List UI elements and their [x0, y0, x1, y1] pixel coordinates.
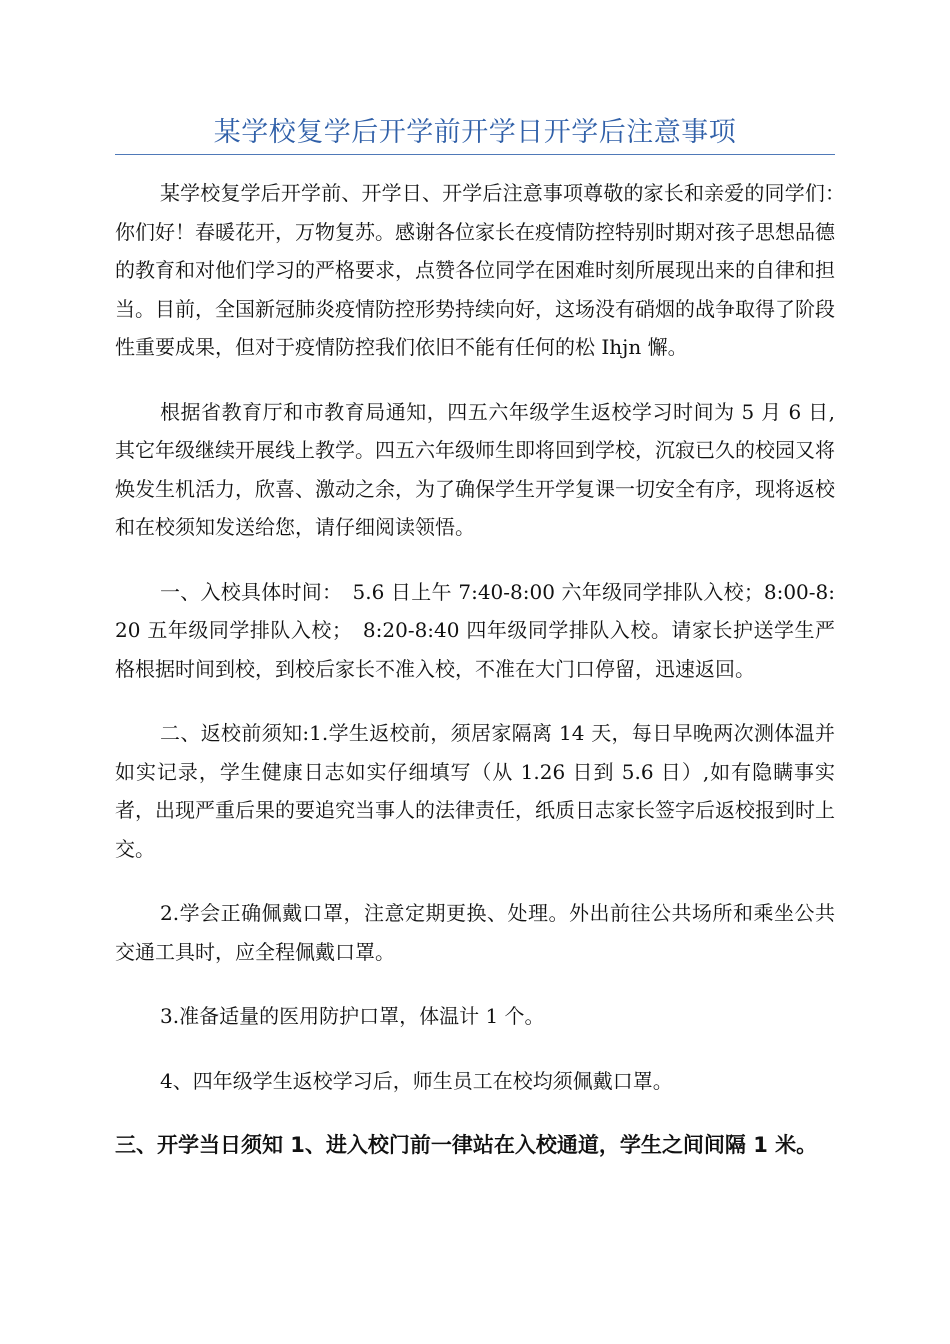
- paragraph-entry-time: 一、入校具体时间： 5.6 日上午 7:40-8:00 六年级同学排队入校；8:00-8:20 五年级同学排队入校； 8:20-8:40 四年级同学排队入校。请家长护送学生严格根据时间到校，到校后家长不准入校，不准在大门口停留，迅速返回。: [115, 579, 835, 681]
- paragraph-mask-usage: 2.学会正确佩戴口罩，注意定期更换、处理。外出前往公共场所和乘坐公共交通工具时，应全程佩戴口罩。: [115, 901, 835, 964]
- page-title: 某学校复学后开学前开学日开学后注意事项: [213, 117, 737, 148]
- document-body: [115, 174, 855, 1165]
- section-heading-first-day: 三、开学当日须知 1、进入校门前一律站在入校通道，学生之间间隔 1 米。: [115, 1133, 818, 1157]
- paragraph-intro: 某学校复学后开学前、开学日、开学后注意事项尊敬的家长和亲爱的同学们： 你们好！春暖花开，万物复苏。感谢各位家长在疫情防控特别时期对孩子思想品德的教育和对他们学习的严格要求，点赞各位同学在困难时刻所展现出来的自律和担当。目前，全国新冠肺炎疫情防控形势持续向好，这场没有硝烟的战争取得了阶段性重要成果，但对于疫情防控我们依旧不能有任何的松 Ihjn 懈。: [115, 181, 855, 359]
- title-underline: [115, 154, 835, 155]
- paragraph-before-return: 二、返校前须知:1.学生返校前，须居家隔离 14 天，每日早晚两次测体温并如实记录，学生健康日志如实仔细填写（从 1.26 日到 5.6 日）,如有隐瞒事实者，出现严重后果的要追究当事人的法律责任，纸质日志家长签字后返校报到时上交。: [115, 721, 835, 861]
- paragraph-notice: 根据省教育厅和市教育局通知，四五六年级学生返校学习时间为 5 月 6 日,其它年级继续开展线上教学。四五六年级师生即将回到学校，沉寂已久的校园又将焕发生机活力，欣喜、激动之余，为了确保学生开学复课一切安全有序，现将返校和在校须知发送给您，请仔细阅读领悟。: [115, 399, 835, 539]
- paragraph-supplies: 3.准备适量的医用防护口罩，体温计 1 个。: [160, 1004, 545, 1028]
- paragraph-after-return: 4、四年级学生返校学习后，师生员工在校均须佩戴口罩。: [160, 1068, 673, 1093]
